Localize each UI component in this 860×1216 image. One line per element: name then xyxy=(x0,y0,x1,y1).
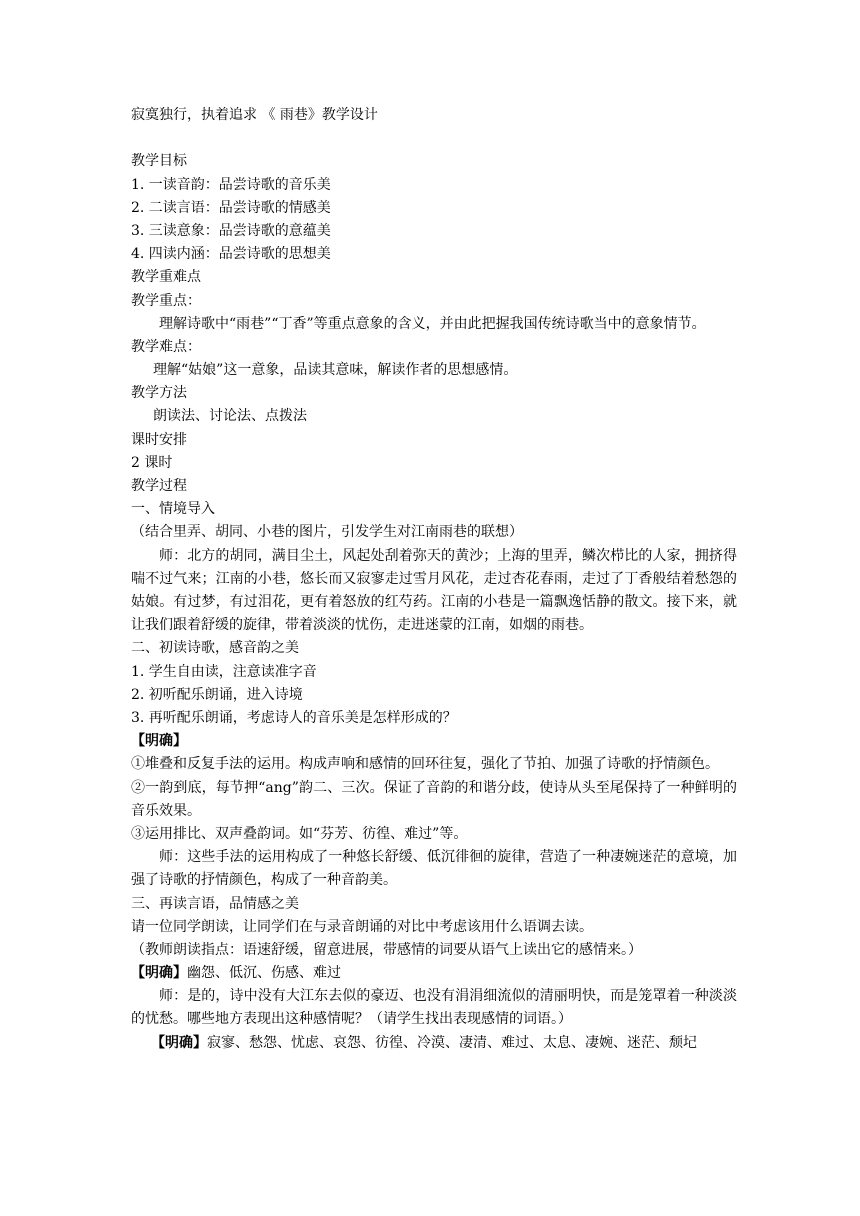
clarify-label: 【明确】 xyxy=(151,1034,207,1051)
objective-item: 3. 三读意象：品尝诗歌的意蕴美 xyxy=(131,222,331,239)
section3-clarify-text: 幽怨、低沉、伤感、难过 xyxy=(187,965,341,982)
section3-heading: 三、再读言语，品情感之美 xyxy=(131,895,299,912)
section3-clarify2-text: 寂寥、愁怨、忧虑、哀怨、彷徨、冷漠、凄清、难过、太息、凄婉、迷茫、颓圮 xyxy=(207,1034,697,1051)
clarify-label: 【明确】 xyxy=(131,733,187,750)
clarify-point: ①堆叠和反复手法的运用。构成声响和感情的回环往复，强化了节拍、加强了诗歌的抒情颜色。 xyxy=(131,756,719,773)
section1-heading: 一、情境导入 xyxy=(131,501,215,518)
section1-teacher-paragraph: 师：北方的胡同，满目尘土，风起处刮着弥天的黄沙；上海的里弄，鳞次栉比的人家，拥挤得喘不过气来；江南的小巷，悠长而又寂寥走过雪月风花，走过杏花春雨，走过了丁香般结着愁怨的姑娘。有过梦，有过泪花，更有着怒放的红芍药。江南的小巷是一篇飘逸恬静的散文。接下来，就让我们跟着舒缓的旋律，带着淡淡的忧伤，走进迷蒙的江南，如烟的雨巷。 xyxy=(131,547,737,634)
methods-heading: 教学方法 xyxy=(131,385,187,402)
section3-intro: 请一位同学朗读，让同学们在与录音朗诵的对比中考虑该用什么语调去读。 xyxy=(131,918,593,935)
section2-teacher-paragraph: 师：这些手法的运用构成了一种悠长舒缓、低沉徘徊的旋律，营造了一种凄婉迷茫的意境，加强了诗歌的抒情颜色，构成了一种音韵美。 xyxy=(131,849,737,889)
section2-step: 1. 学生自由读，注意读准字音 xyxy=(131,663,317,680)
section3-guide: （教师朗读指点：语速舒缓，留意进展，带感情的词要从语气上读出它的感情来。） xyxy=(131,941,642,958)
section3-teacher-paragraph: 师：是的，诗中没有大江东去似的豪迈、也没有涓涓细流似的清丽明快，而是笼罩着一种淡淡的忧愁。哪些地方表现出这种感情呢？（请学生找出表现感情的词语。） xyxy=(131,988,737,1028)
section1-note: （结合里弄、胡同、小巷的图片，引发学生对江南雨巷的联想） xyxy=(131,524,523,541)
clarify-point: ③运用排比、双声叠韵词。如“芬芳、彷徨、难过”等。 xyxy=(131,825,468,842)
clarify-label: 【明确】 xyxy=(131,965,187,982)
section2-step: 2. 初听配乐朗诵，进入诗境 xyxy=(131,686,303,703)
objective-item: 2. 二读言语：品尝诗歌的情感美 xyxy=(131,199,331,216)
section2-heading: 二、初读诗歌，感音韵之美 xyxy=(131,640,299,657)
schedule-heading: 课时安排 xyxy=(131,431,187,448)
key-point-text: 理解诗歌中“雨巷”“丁香”等重点意象的含义，并由此把握我国传统诗歌当中的意象情节。 xyxy=(159,315,706,332)
objective-item: 1. 一读音韵：品尝诗歌的音乐美 xyxy=(131,176,331,193)
key-point-heading: 教学重点： xyxy=(131,292,201,309)
section3-clarify2 xyxy=(131,1032,737,1055)
objective-item: 4. 四读内涵：品尝诗歌的思想美 xyxy=(131,246,331,263)
schedule-text: 2 课时 xyxy=(131,454,173,471)
section3-clarify xyxy=(131,962,737,985)
objectives-heading: 教学目标 xyxy=(131,153,187,170)
difficult-heading: 教学难点： xyxy=(131,338,201,355)
document-page xyxy=(131,104,737,1055)
document-title: 寂寞独行，执着追求 《 雨巷》教学设计 xyxy=(131,107,378,123)
difficult-text: 理解“姑娘”这一意象，品读其意味，解读作者的思想感情。 xyxy=(153,362,518,379)
process-heading: 教学过程 xyxy=(131,478,187,495)
methods-text: 朗读法、讨论法、点拨法 xyxy=(153,408,307,425)
key-difficult-heading: 教学重难点 xyxy=(131,269,201,286)
section2-step: 3. 再听配乐朗诵，考虑诗人的音乐美是怎样形成的？ xyxy=(131,709,457,726)
blank-line xyxy=(131,127,737,150)
clarify-point: ②一韵到底，每节押“ang”韵二、三次。保证了音韵的和谐分歧，使诗从头至尾保持了一种鲜明的音乐效果。 xyxy=(131,779,737,819)
